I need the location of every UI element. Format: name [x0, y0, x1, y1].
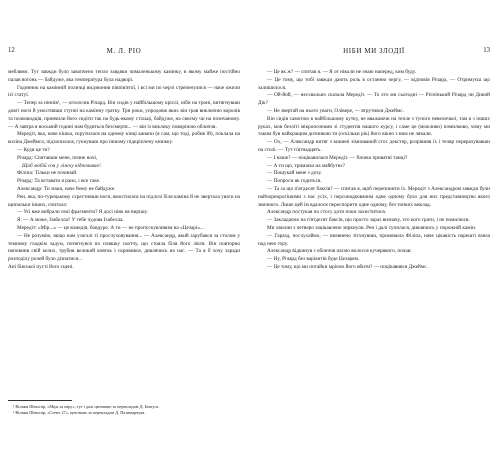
paragraph: — Не звертай на нього уваги, Олівере, — втрутився Джеймс. [267, 107, 404, 114]
footnotes [8, 400, 240, 416]
footnote: ² Вільям Шекспір, «Сонет 27», цитовано за перекладом Д. Паламарчука. [13, 410, 146, 415]
footnote-rule [8, 400, 72, 401]
paragraph: Мередіт: «Мір...» — це комедія, бовдуре. А ти — не пропускувливим на «Цезарі»... [17, 224, 204, 231]
paragraph: — Тепер за ніннів¹, — оголосив Річард. Він сидів у найбільшому кріслі, ніби на троні, витягнувши довгі ноги й умостивши ступні на камінну гратку. Три роки, упродовж яких він грав виключно королів та полководців, привчили його сидіти так на будь-якому стільці, байдуже, на своєму чи на позичаному. — А завтра я восьмий годині нам будиться безсмертя... — він із виклику поворіною обличчя. [8, 100, 240, 130]
paragraph: — І наше? — поцікавилася Мередіт. — Хочеш приватні танці? [267, 154, 408, 161]
paragraph: — Ох, — Александр витяг з кишені зімнований стос декстер, розрівняв їх і теляр перерахувавши на столі. — Тут п'ятнадцять. [258, 139, 490, 153]
paragraph: — Закладаємо на п'ятдесят баксів, що просто зараз визначу, хто кого грати, і не помилюся. [267, 217, 470, 224]
paragraph: Філіпа: Тільки не починай. [17, 170, 78, 177]
right-page [258, 0, 490, 450]
paragraph: — Це тому, що тобі завжди дають роль в останню чергу, — відповів Річард. — Отримуєш що залишилося. [258, 76, 490, 91]
paragraph: Александр постукав по стосу доти поки захиститися. [267, 209, 387, 216]
paragraph: — Ой-йой, — несхвально сказала Мередіт. — То хто ми сьогодні — Річчінький Річард чи Дикий Дік? [258, 92, 490, 107]
paragraph: Рен, яка, по-турецькому схрестивши ноги, вмостилася на підлозі біля каміна й не звертала уваги на щипальки інших, спитала: [8, 193, 240, 208]
paragraph: — Не розумію, якщо нам узагалі ті прослуховування... — Александр, який зарубався за столом у темному гладкім задум, потягнувся по пляшку скотчу, що стояла біля його ліктя. Він повторно наповнив свій келих, трубив великий ковток і скривився, дивлячись на нас. — Та я б хочу заради розподілу ролей було дізнатися... [8, 232, 240, 263]
page-number: 13 [483, 47, 490, 54]
paragraph: — Усі вже вибрали свої фрагменти? Я досі ніяк не вирішу. [17, 209, 148, 216]
paragraph: — Це тому, що ми потайки мріємо його вбити? — поцікавився Джеймс. [267, 263, 428, 270]
paragraph: Ми хвилин з четверо зацікавлено зиркнули. Рен і далі супилася, дивлячись у порожній камін. [267, 224, 477, 231]
paragraph: Він сидів самотою в найбільшому кутку, не вважаючи на тепле з тупого невеличкої, там я з інших руках, мов безліті мікропознами зі студентів нашого курсу, і саме це (можливо) помилково, чому ми таким був найкращим дитинкою ти (оскільки рік) його вікно з ним не лякали. [258, 115, 490, 138]
paragraph: — Гаразд, послухаймо, — впевнено зітхнувши, промовила Філіпа, наче цікавість нарешті взяла над нею гору. [258, 232, 490, 247]
right-page-text [258, 69, 490, 272]
paragraph: Александр: Ти знаш, наче йому не байдуже. [17, 185, 116, 192]
paragraph: — Попроси як годиться. [267, 178, 322, 185]
running-head: НІБИ МИ ЗЛОДІЇ [343, 47, 405, 55]
paragraph: — Ну, Річард без варіантів буде Цезарем. [267, 256, 360, 263]
paragraph: Я: — А може, Ізабелла? У тебе чудова Ізабелла. [17, 217, 124, 224]
paragraph: — Це як ж? — спитав я. — Я от ніколи не знаю наперед, ким буду. [267, 69, 417, 75]
paragraph: Річард: Спитавши мене, почне ночі, [17, 154, 98, 161]
paragraph: Александр відкинув з обличчя пасмо волосся кучерявого, почав: [267, 248, 412, 255]
paragraph: Річард: Та вставати я рано, і все таке. [17, 178, 101, 185]
left-page [8, 0, 240, 450]
footnote: ¹ Вільям Шекспір, «Міра за міру», тут і далі цитовано за перекладом Д. Бекіуса. [13, 404, 160, 409]
page-number: 12 [8, 47, 15, 54]
paragraph: — Пошукай мене з дозу. [267, 170, 322, 177]
paragraph: — Та за що п'ятдесят баксів? — спитав я, щоб перепинити їх. Мередіт з Александром завжди були найчорнорогішими з нас усіх, і персонадкованим одне одному було для них представництво якого звичного. Лише цей їм вдалося переспорити одне одному, без тонких виклад. [258, 185, 490, 208]
right-page-header [258, 47, 490, 59]
running-head: М. Л. РІО [106, 47, 142, 55]
paragraph: Мередіт, яка, наче кішка, скрутилася на одному кінці канапи (я сам, що тоді, робив їй), поклала на коліна Джеймса, підхопилася, гукнувши про іншому підкріплену книжку. [8, 131, 240, 146]
paragraph: — Куди це ти? [17, 146, 50, 153]
left-page-text [8, 69, 240, 272]
verse-line: Щоб любій сон у ліжку відпочивав². [22, 162, 102, 169]
left-page-header [8, 47, 240, 59]
paragraph: меблями. Тут завжди було закопчено тепло завдяки чималенькому камінку, в якому майже постійно палав вогонь — байдуже, яка температура була надворі. [8, 69, 240, 83]
paragraph: Ані бівської пусті його сцені. [8, 263, 74, 270]
paragraph: Годинник на камінній поличці видзвонив півпів'ятої, і всі ми по черзі стрепенулися — наче ожили ієї статуї. [8, 84, 240, 99]
paragraph: — А ти що, тримаєш на майбутнє? [267, 162, 346, 169]
